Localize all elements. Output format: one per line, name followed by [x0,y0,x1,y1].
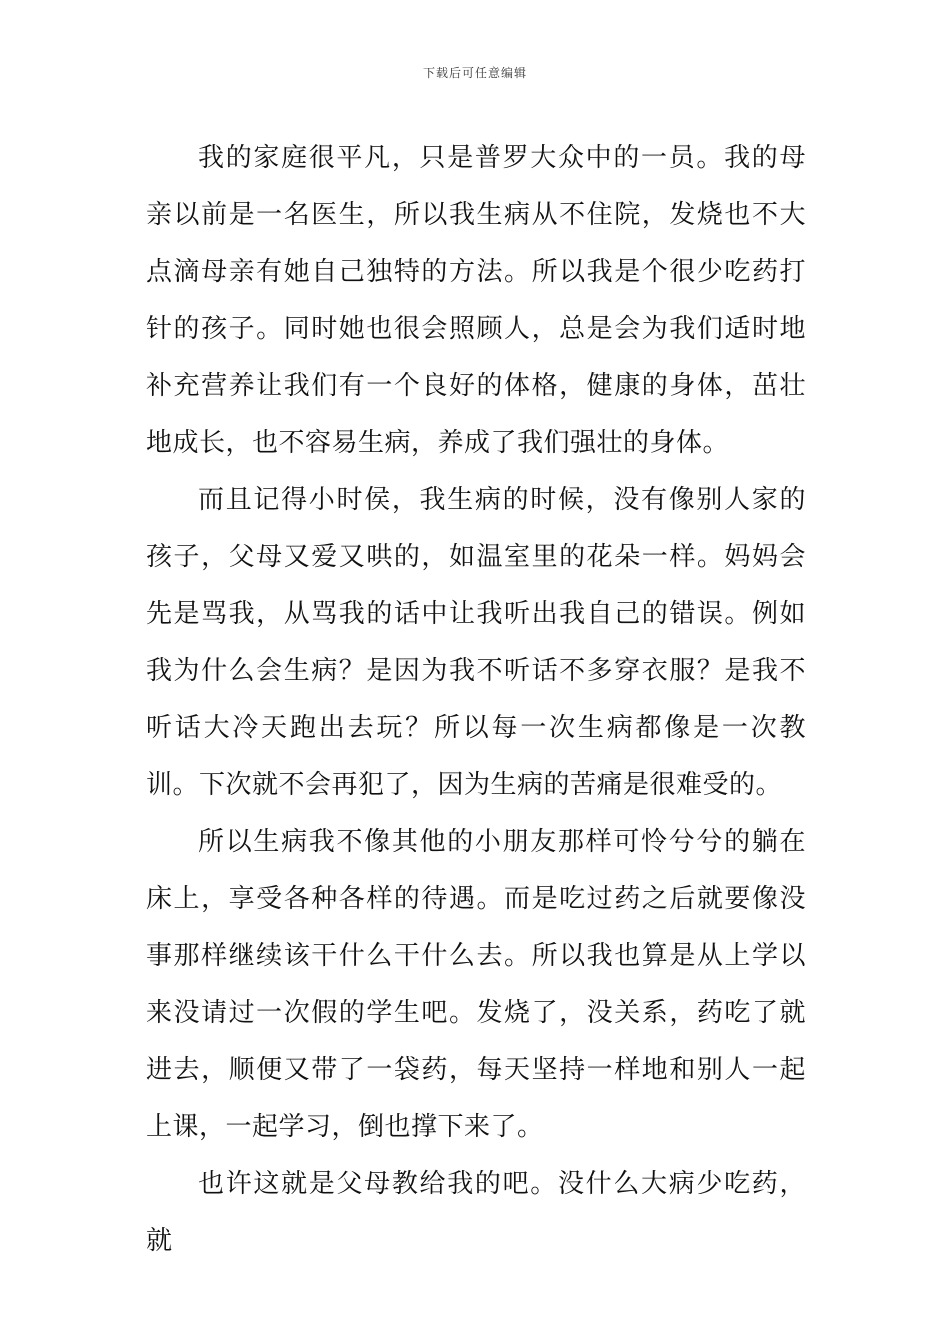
paragraph-1: 我的家庭很平凡，只是普罗大众中的一员。我的母亲以前是一名医生，所以我生病从不住院，发烧也不大点滴母亲有她自己独特的方法。所以我是个很少吃药打针的孩子。同时她也很会照顾人，总是会为我们适时地补充营养让我们有一个良好的体格，健康的身体，茁壮地成长，也不容易生病，养成了我们强壮的身体。 [146,143,806,458]
header-note: 下载后可任意编辑 [422,66,527,80]
document-body [146,130,806,1270]
paragraph-3: 所以生病我不像其他的小朋友那样可怜兮兮的躺在床上，享受各种各样的待遇。而是吃过药之后就要像没事那样继续该干什么干什么去。所以我也算是从上学以来没请过一次假的学生吧。发烧了，没关系，药吃了就进去，顺便又带了一袋药，每天坚持一样地和别人一起上课，一起学习，倒也撑下来了。 [146,827,806,1142]
paragraph-2: 而且记得小时侯，我生病的时候，没有像别人家的孩子，父母又爱又哄的，如温室里的花朵一样。妈妈会先是骂我，从骂我的话中让我听出我自己的错误。例如我为什么会生病？是因为我不听话不多穿衣服？是我不听话大冷天跑出去玩？所以每一次生病都像是一次教训。下次就不会再犯了，因为生病的苦痛是很难受的。 [146,485,806,800]
paragraph-4: 也许这就是父母教给我的吧。没什么大病少吃药，就 [146,1169,806,1256]
